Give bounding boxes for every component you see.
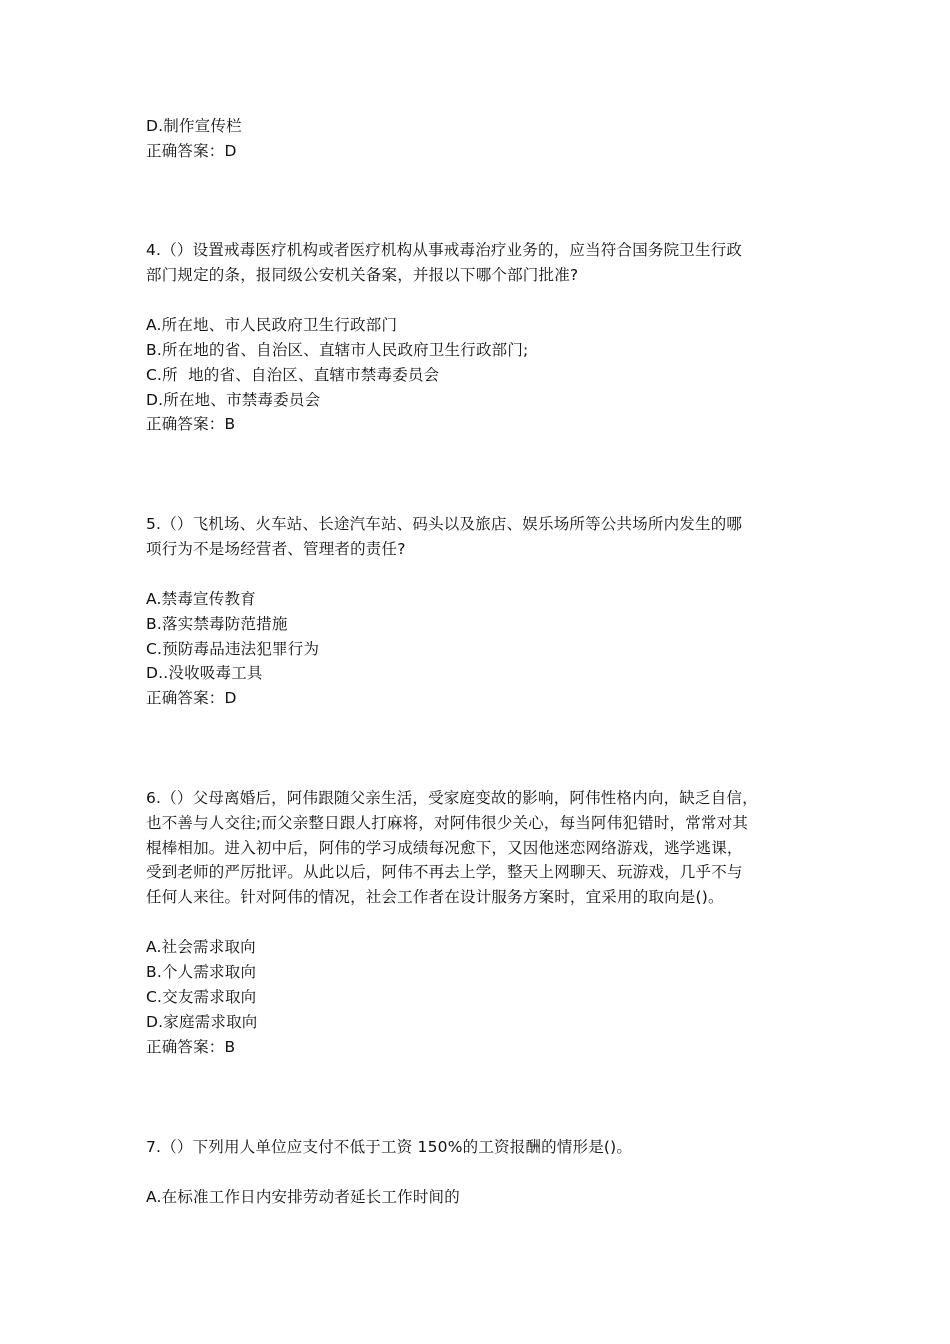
question-6-option-c: C.交友需求取向 bbox=[146, 988, 257, 1006]
question-4-option-b: B.所在地的省、自治区、直辖市人民政府卫生行政部门; bbox=[146, 341, 529, 359]
question-4-stem-line-1: 4.（）设置戒毒医疗机构或者医疗机构从事戒毒治疗业务的，应当符合国务院卫生行政 bbox=[146, 241, 743, 259]
question-4-answer: 正确答案：B bbox=[146, 415, 236, 433]
question-4-option-a: A.所在地、市人民政府卫生行政部门 bbox=[146, 316, 398, 334]
question-5-answer: 正确答案：D bbox=[146, 689, 237, 707]
question-7-option-a: A.在标准工作日内安排劳动者延长工作时间的 bbox=[146, 1188, 460, 1206]
question-5-stem-line-1: 5.（）飞机场、火车站、长途汽车站、码头以及旅店、娱乐场所等公共场所内发生的哪 bbox=[146, 515, 743, 533]
question-6-option-b: B.个人需求取向 bbox=[146, 963, 257, 981]
question-6-stem-line-4: 受到老师的严厉批评。从此以后，阿伟不再去上学，整天上网聊天、玩游戏，几乎不与 bbox=[146, 863, 743, 881]
question-6-stem-line-5: 任何人来往。针对阿伟的情况，社会工作者在设计服务方案时，宜采用的取向是()。 bbox=[146, 888, 724, 906]
question-6-answer: 正确答案：B bbox=[146, 1038, 236, 1056]
question-6-stem-line-3: 棍棒相加。进入初中后，阿伟的学习成绩每况愈下，又因他迷恋网络游戏，逃学逃课， bbox=[146, 839, 743, 857]
question-4-option-d: D.所在地、市禁毒委员会 bbox=[146, 391, 321, 409]
question-6-option-d: D.家庭需求取向 bbox=[146, 1013, 258, 1031]
prev-option-d: D.制作宣传栏 bbox=[146, 117, 242, 135]
question-4-option-c: C.所 地的省、自治区、直辖市禁毒委员会 bbox=[146, 366, 440, 384]
question-5-option-d: D..没收吸毒工具 bbox=[146, 664, 263, 682]
question-7-stem-line-1: 7.（）下列用人单位应支付不低于工资 150%的工资报酬的情形是()。 bbox=[146, 1138, 633, 1156]
prev-answer: 正确答案：D bbox=[146, 142, 237, 160]
question-6-option-a: A.社会需求取向 bbox=[146, 938, 256, 956]
question-5-option-b: B.落实禁毒防范措施 bbox=[146, 615, 288, 633]
question-6-stem-line-2: 也不善与人交往;而父亲整日跟人打麻将，对阿伟很少关心，每当阿伟犯错时，常常对其 bbox=[146, 814, 749, 832]
question-6-stem-line-1: 6.（）父母离婚后，阿伟跟随父亲生活，受家庭变故的影响，阿伟性格内向，缺乏自信， bbox=[146, 789, 758, 807]
question-5-stem-line-2: 项行为不是场经营者、管理者的责任? bbox=[146, 540, 406, 558]
question-5-option-c: C.预防毒品违法犯罪行为 bbox=[146, 640, 320, 658]
question-5-option-a: A.禁毒宣传教育 bbox=[146, 590, 256, 608]
question-4-stem-line-2: 部门规定的条，报同级公安机关备案，并报以下哪个部门批准? bbox=[146, 266, 579, 284]
